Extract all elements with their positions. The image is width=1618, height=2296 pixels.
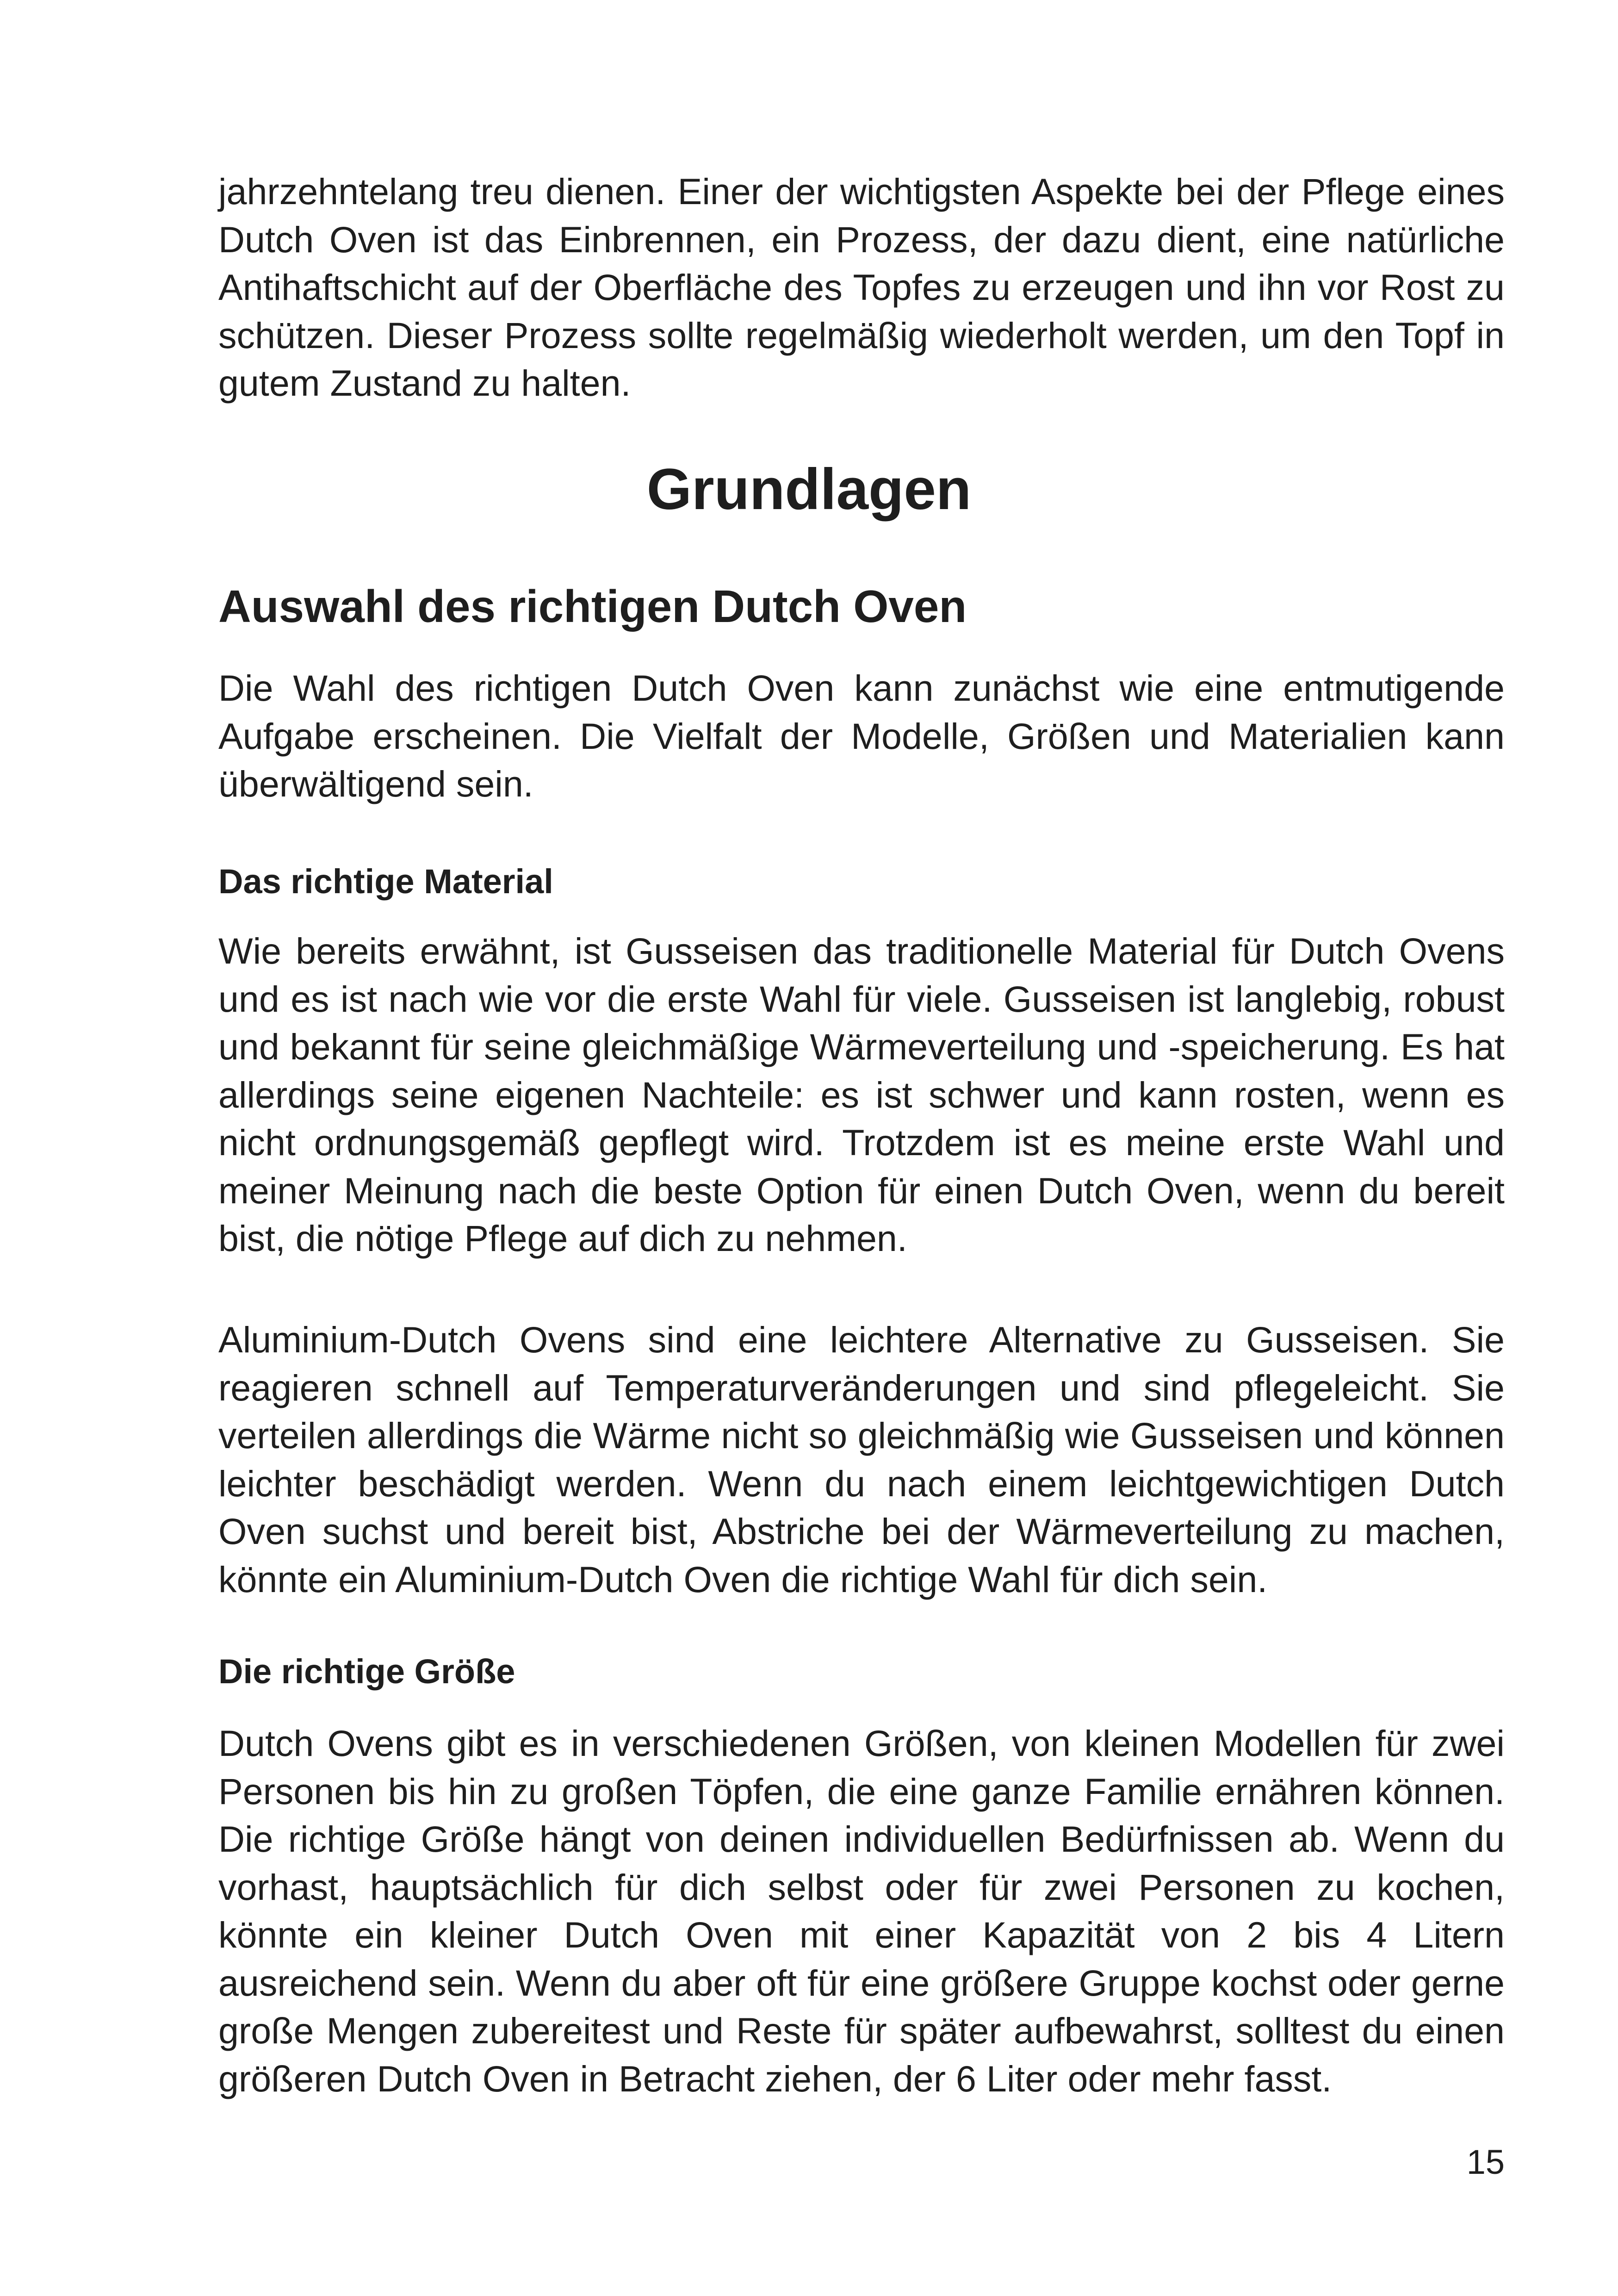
page-number: 15 <box>1466 2143 1505 2181</box>
size-paragraph: Dutch Ovens gibt es in verschiedenen Größen, von kleinen Modellen für zwei Personen bis hin zu großen Töpfen, die eine ganze Familie ernähren können. Die richtige Größe hängt von deinen individuellen Bedürfnissen ab. Wenn du vorhast, hauptsächlich für dich selbst oder für zwei Personen zu kochen, könnte ein kleiner Dutch Oven mit einer Kapazität von 2 bis 4 Litern ausreichend sein. Wenn du aber oft für eine größere Gruppe kochst oder gerne große Mengen zubereitest und Reste für später aufbewahrst, solltest du einen größeren Dutch Oven in Betracht ziehen, der 6 Liter oder mehr fasst. <box>218 1723 1505 2099</box>
section-intro-paragraph: Die Wahl des richtigen Dutch Oven kann zunächst wie eine entmutigende Aufgabe erscheinen. Die Vielfalt der Modelle, Größen und Materialien kann überwältigend sein. <box>218 667 1505 804</box>
material-paragraph-cast-iron: Wie bereits erwähnt, ist Gusseisen das traditionelle Material für Dutch Ovens und es ist nach wie vor die erste Wahl für viele. Gusseisen ist langlebig, robust und bekannt für seine gleichmäßige Wärmeverteilung und -speicherung. Es hat allerdings seine eigenen Nachteile: es ist schwer und kann rosten, wenn es nicht ordnungsgemäß gepflegt wird. Trotzdem ist es meine erste Wahl und meiner Meinung nach die beste Option für einen Dutch Oven, wenn du bereit bist, die nötige Pflege auf dich zu nehmen. <box>218 930 1505 1259</box>
chapter-title: Grundlagen <box>646 457 972 522</box>
material-heading: Das richtige Material <box>218 862 553 901</box>
section-title: Auswahl des richtigen Dutch Oven <box>218 581 967 632</box>
material-paragraph-aluminium: Aluminium-Dutch Ovens sind eine leichtere Alternative zu Gusseisen. Sie reagieren schnell auf Temperaturveränderungen und sind pflegeleicht. Sie verteilen allerdings die Wärme nicht so gleichmäßig wie Gusseisen und können leichter beschädigt werden. Wenn du nach einem leichtgewichtigen Dutch Oven suchst und bereit bist, Abstriche bei der Wärmeverteilung zu machen, könnte ein Aluminium-Dutch Oven die richtige Wahl für dich sein. <box>218 1319 1505 1600</box>
size-heading: Die richtige Größe <box>218 1652 515 1691</box>
intro-paragraph: jahrzehntelang treu dienen. Einer der wichtigsten Aspekte bei der Pflege eines Dutch Oven ist das Einbrennen, ein Prozess, der dazu dient, eine natürliche Antihaftschicht auf der Oberfläche des Topfes zu erzeugen und ihn vor Rost zu schützen. Dieser Prozess sollte regelmäßig wiederholt werden, um den Topf in gutem Zustand zu halten. <box>218 171 1505 404</box>
